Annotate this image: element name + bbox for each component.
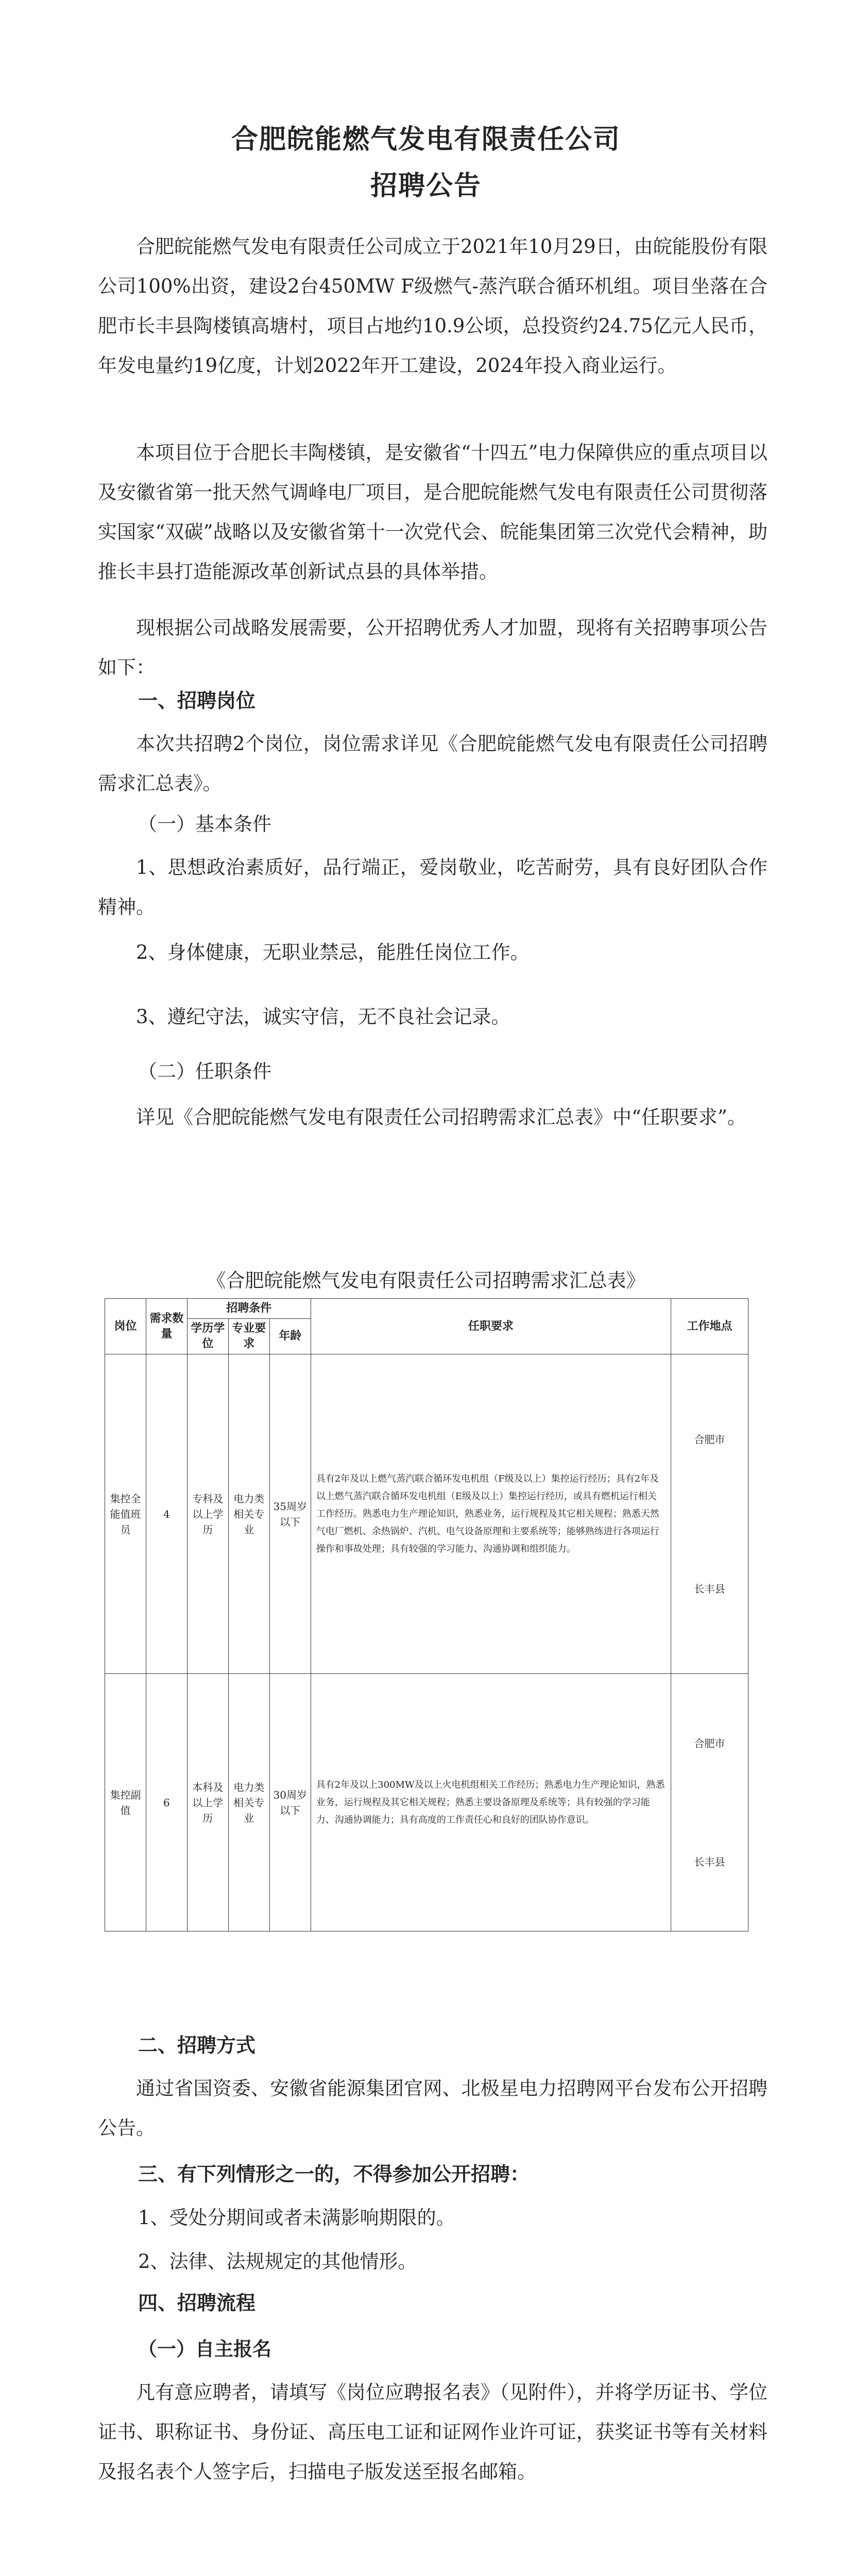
cell-age: 30周岁以下: [269, 1674, 311, 1931]
intro-paragraph-1: 合肥皖能燃气发电有限责任公司成立于2021年10月29日，由皖能股份有限公司100%出资，建设2台450MW F级燃气-蒸汽联合循环机组。项目坐落在合肥市长丰县陶楼镇高塘村，项目占地约10.9公顷，总投资约24.75亿元人民币，年发电量约19亿度，计划2022年开工建设，2024年投入商业运行。: [98, 235, 768, 377]
header-requirements: 任职要求: [311, 1299, 671, 1354]
section-heading-positions: 一、招聘岗位: [138, 689, 256, 712]
company-title: 合肥皖能燃气发电有限责任公司: [231, 124, 621, 155]
positions-text: 本次共招聘2个岗位，岗位需求详见《合肥皖能燃气发电有限责任公司招聘需求汇总表》。: [98, 733, 768, 794]
cell-requirements: 具有2年及以上300MW及以上火电机组相关工作经历；熟悉电力生产理论知识，熟悉业务，运行规程及其它相关规程；熟悉主要设备原理及系统等；具有较强的学习能力、沟通协调能力；具有高度的工作责任心和良好的团队协作意识。: [311, 1674, 671, 1931]
notice-title: 招聘公告: [370, 171, 482, 201]
location-hefei: 合肥市: [694, 1737, 725, 1750]
header-post: 岗位: [105, 1299, 146, 1354]
cell-count: 4: [146, 1354, 187, 1674]
duty-conditions-heading: （二）任职条件: [138, 1060, 271, 1082]
cell-major: 电力类相关专业: [228, 1674, 269, 1931]
section-heading-method: 二、招聘方式: [138, 2034, 256, 2057]
header-count: 需求数量: [146, 1299, 187, 1354]
cell-location: [671, 1674, 748, 1931]
header-conditions: 招聘条件: [187, 1299, 311, 1319]
cell-count: 6: [146, 1674, 187, 1931]
exclusion-item-2: 2、法律、法规规定的其他情形。: [138, 2250, 417, 2273]
table-row: [105, 1354, 748, 1674]
header-major: 专业要求: [228, 1319, 269, 1354]
cell-location: [671, 1354, 748, 1674]
section-heading-exclusions: 三、有下列情形之一的，不得参加公开招聘：: [138, 2163, 530, 2185]
header-location: 工作地点: [671, 1299, 748, 1354]
cell-post: 集控全能值班员: [105, 1354, 146, 1674]
section-heading-process: 四、招聘流程: [138, 2292, 256, 2314]
header-education: 学历学位: [187, 1319, 228, 1354]
location-hefei: 合肥市: [694, 1433, 725, 1446]
cell-education: 本科及以上学历: [187, 1674, 228, 1931]
header-age: 年龄: [269, 1319, 311, 1354]
exclusion-item-1: 1、受处分期间或者未满影响期限的。: [138, 2207, 455, 2229]
table-row: [105, 1674, 748, 1931]
location-list: [674, 1684, 745, 1921]
step-registration-heading: （一）自主报名: [138, 2338, 271, 2360]
location-changfeng: 长丰县: [694, 1855, 725, 1868]
recruitment-table: [105, 1298, 748, 1931]
step-registration-text: 凡有意应聘者，请填写《岗位应聘报名表》（见附件），并将学历证书、学位证书、职称证书、身份证、高压电工证和证网作业许可证，获奖证书等有关材料及报名表个人签字后，扫描电子版发送至报名邮箱。: [98, 2381, 768, 2483]
basic-condition-1: 1、思想政治素质好，品行端正，爱岗敬业，吃苦耐劳，具有良好团队合作精神。: [98, 856, 768, 918]
duty-conditions-text: 详见《合肥皖能燃气发电有限责任公司招聘需求汇总表》中“任职要求”。: [136, 1106, 746, 1128]
intro-paragraph-2: 本项目位于合肥长丰陶楼镇，是安徽省“十四五”电力保障供应的重点项目以及安徽省第一批天然气调峰电厂项目，是合肥皖能燃气发电有限责任公司贯彻落实国家“双碳”战略以及安徽省第十一次党代会、皖能集团第三次党代会精神，助推长丰县打造能源改革创新试点县的具体举措。: [98, 442, 768, 583]
method-text: 通过省国资委、安徽省能源集团官网、北极星电力招聘网平台发布公开招聘公告。: [98, 2077, 768, 2139]
table-header-row: [105, 1299, 748, 1319]
basic-condition-2: 2、身体健康，无职业禁忌，能胜任岗位工作。: [136, 941, 530, 963]
intro-paragraph-3: 现根据公司战略发展需要，公开招聘优秀人才加盟，现将有关招聘事项公告如下：: [98, 617, 768, 679]
cell-major: 电力类相关专业: [228, 1354, 269, 1674]
basic-condition-3: 3、遵纪守法，诚实守信，无不良社会记录。: [136, 1006, 510, 1028]
cell-post: 集控副值: [105, 1674, 146, 1931]
location-changfeng: 长丰县: [694, 1582, 725, 1595]
location-list: [674, 1365, 745, 1664]
basic-conditions-heading: （一）基本条件: [138, 813, 271, 835]
table-caption: 《合肥皖能燃气发电有限责任公司招聘需求汇总表》: [207, 1269, 645, 1292]
cell-requirements: 具有2年及以上燃气蒸汽联合循环发电机组（F级及以上）集控运行经历；具有2年及以上燃气蒸汽联合循环发电机组（E级及以上）集控运行经历，或具有燃机运行相关工作经历。熟悉电力生产理论知识，熟悉业务，运行规程及其它相关规程；熟悉天然气电厂燃机、余热锅炉、汽机、电气设备原理和主要系统等；能够熟练进行各项运行操作和事故处理；具有较强的学习能力、沟通协调和组织能力。: [311, 1354, 671, 1674]
cell-age: 35周岁以下: [269, 1354, 311, 1674]
cell-education: 专科及以上学历: [187, 1354, 228, 1674]
